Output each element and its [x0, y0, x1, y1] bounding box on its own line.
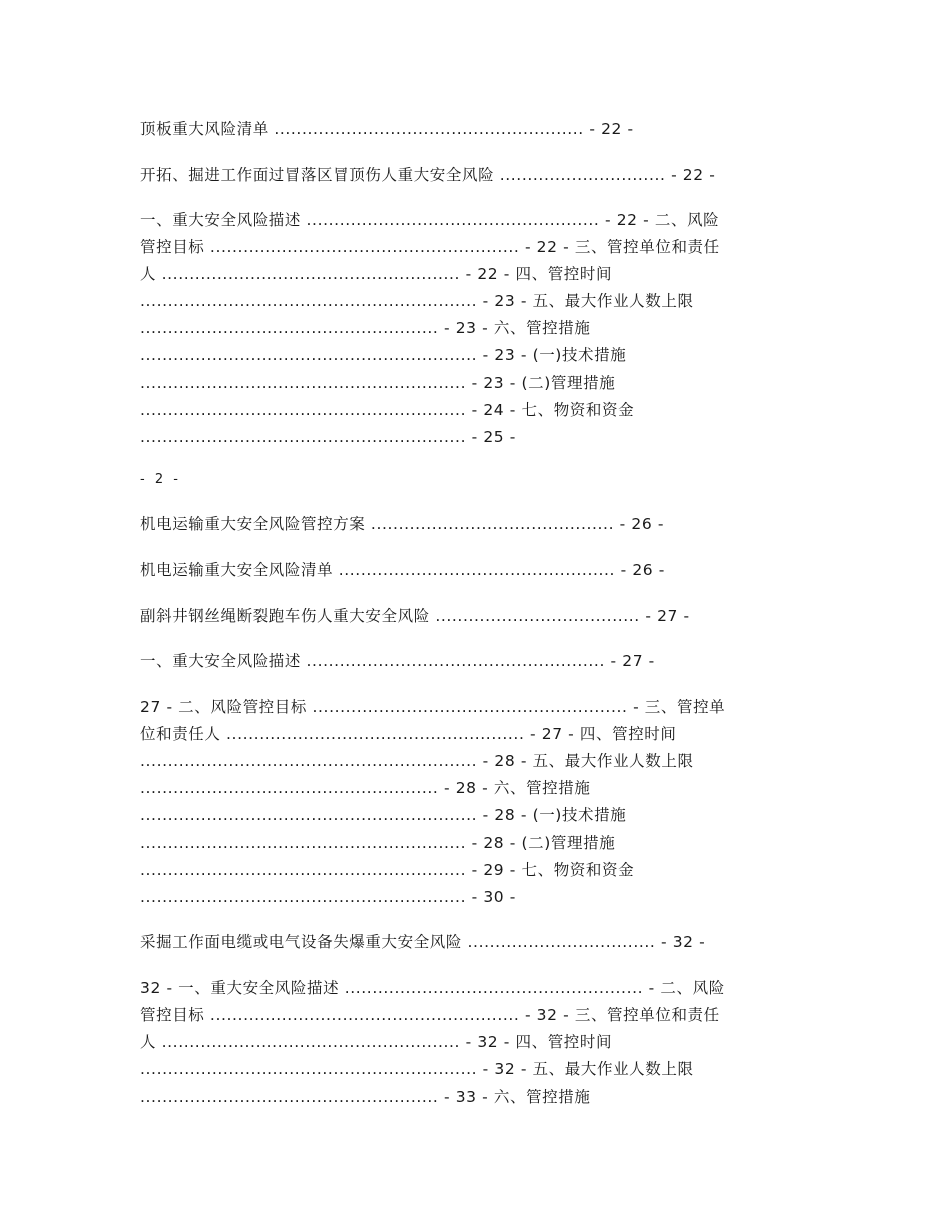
- toc-line: ........................................................... - 25 -: [140, 428, 516, 446]
- toc-line: 人 ...................................................... - 22 - 四、管控时间: [140, 265, 613, 283]
- toc-line: 开拓、掘进工作面过冒落区冒顶伤人重大安全风险 .............................. - 22 -: [140, 166, 716, 184]
- toc-line: ........................................................... - 30 -: [140, 888, 516, 906]
- toc-line: 管控目标 ........................................................ - 22 - 三、管控单位和责任: [140, 238, 720, 256]
- toc-line: 位和责任人 ...................................................... - 27 - 四、管控时间: [140, 725, 677, 743]
- toc-line: ............................................................. - 28 - 五、最大作业人数上限: [140, 752, 694, 770]
- toc-line: ...................................................... - 33 - 六、管控措施: [140, 1088, 591, 1106]
- toc-line: ............................................................. - 28 - (一)技术措施: [140, 806, 627, 824]
- toc-line: ............................................................. - 23 - 五、最大作业人数上限: [140, 292, 694, 310]
- toc-line: ............................................................. - 32 - 五、最大作业人数上限: [140, 1060, 694, 1078]
- toc-line: 一、重大安全风险描述 ..................................................... - 22 - 二、风险: [140, 211, 720, 229]
- toc-line: ........................................................... - 24 - 七、物资和资金: [140, 401, 635, 419]
- toc-line: 采掘工作面电缆或电气设备失爆重大安全风险 .................................. - 32 -: [140, 933, 706, 951]
- toc-line: 27 - 二、风险管控目标 ......................................................... - 三、管控单: [140, 698, 726, 716]
- toc-line: ........................................................... - 29 - 七、物资和资金: [140, 861, 635, 879]
- toc-line: ...................................................... - 23 - 六、管控措施: [140, 319, 591, 337]
- toc-line: 机电运输重大安全风险清单 .................................................. - 26 -: [140, 561, 665, 579]
- toc-line: 机电运输重大安全风险管控方案 ............................................ - 26 -: [140, 515, 665, 533]
- toc-line: 32 - 一、重大安全风险描述 ...................................................... - 二、风险: [140, 979, 725, 997]
- toc-line: 管控目标 ........................................................ - 32 - 三、管控单位和责任: [140, 1006, 720, 1024]
- toc-line: 人 ...................................................... - 32 - 四、管控时间: [140, 1033, 613, 1051]
- toc-line: ............................................................. - 23 - (一)技术措施: [140, 346, 627, 364]
- page-number: - 2 -: [140, 472, 181, 487]
- toc-line: 一、重大安全风险描述 ...................................................... - 27 -: [140, 652, 655, 670]
- toc-line: ........................................................... - 28 - (二)管理措施: [140, 834, 616, 852]
- toc-line: ........................................................... - 23 - (二)管理措施: [140, 374, 616, 392]
- toc-line: 顶板重大风险清单 ........................................................ - 22 -: [140, 120, 634, 138]
- toc-line: 副斜井钢丝绳断裂跑车伤人重大安全风险 ..................................... - 27 -: [140, 607, 690, 625]
- toc-line: ...................................................... - 28 - 六、管控措施: [140, 779, 591, 797]
